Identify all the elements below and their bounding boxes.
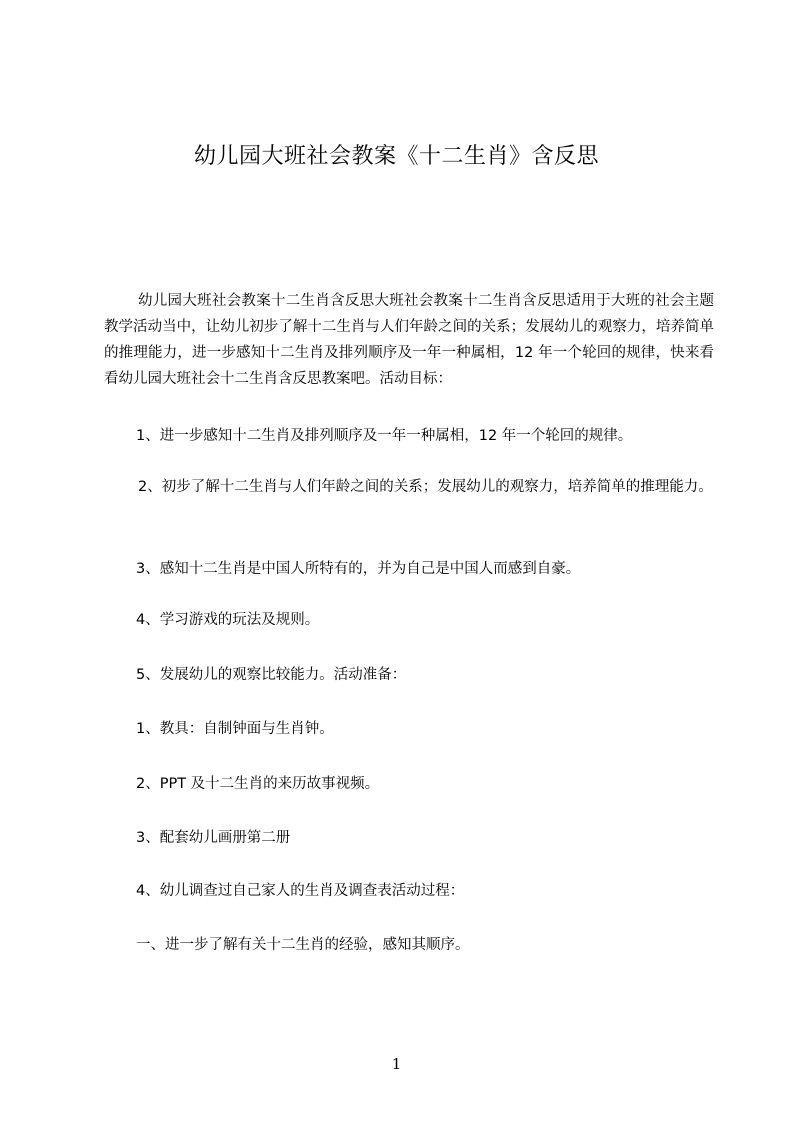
prep-item-4: 4、幼儿调查过自己家人的生肖及调查表活动过程： [136,883,465,899]
goal-item-1: 1、进一步感知十二生肖及排列顺序及一年一种属相，12 年一个轮回的规律。 [136,428,633,444]
intro-paragraph: 幼儿园大班社会教案十二生肖含反思大班社会教案十二生肖含反思适用于大班的社会主题教学活动当中，让幼儿初步了解十二生肖与人们年龄之间的关系；发展幼儿的观察力，培养简单的推理能力，进一步感知十二生肖及排列顺序及一年一种属相，12 年一个轮回的规律，快来看看幼儿园大班社会十二生肖含反思教案吧。活动目标： [104,293,714,387]
page-title: 幼儿园大班社会教案《十二生肖》含反思 [193,144,599,169]
page-number: 1 [391,1055,402,1073]
goal-item-3: 3、感知十二生肖是中国人所特有的，并为自己是中国人而感到自豪。 [136,561,581,577]
process-step-1: 一、进一步了解有关十二生肖的经验，感知其顺序。 [136,937,470,953]
goal-item-2: 2、初步了解十二生肖与人们年龄之间的关系；发展幼儿的观察力，培养简单的推理能力。 [138,479,713,495]
prep-item-2: 2、PPT 及十二生肖的来历故事视频。 [136,776,380,792]
goal-item-5: 5、发展幼儿的观察比较能力。活动准备： [136,667,407,683]
prep-item-1: 1、教具：自制钟面与生肖钟。 [136,721,334,737]
goal-item-4: 4、学习游戏的玩法及规则。 [136,612,320,628]
prep-item-3: 3、配套幼儿画册第二册 [136,830,291,846]
